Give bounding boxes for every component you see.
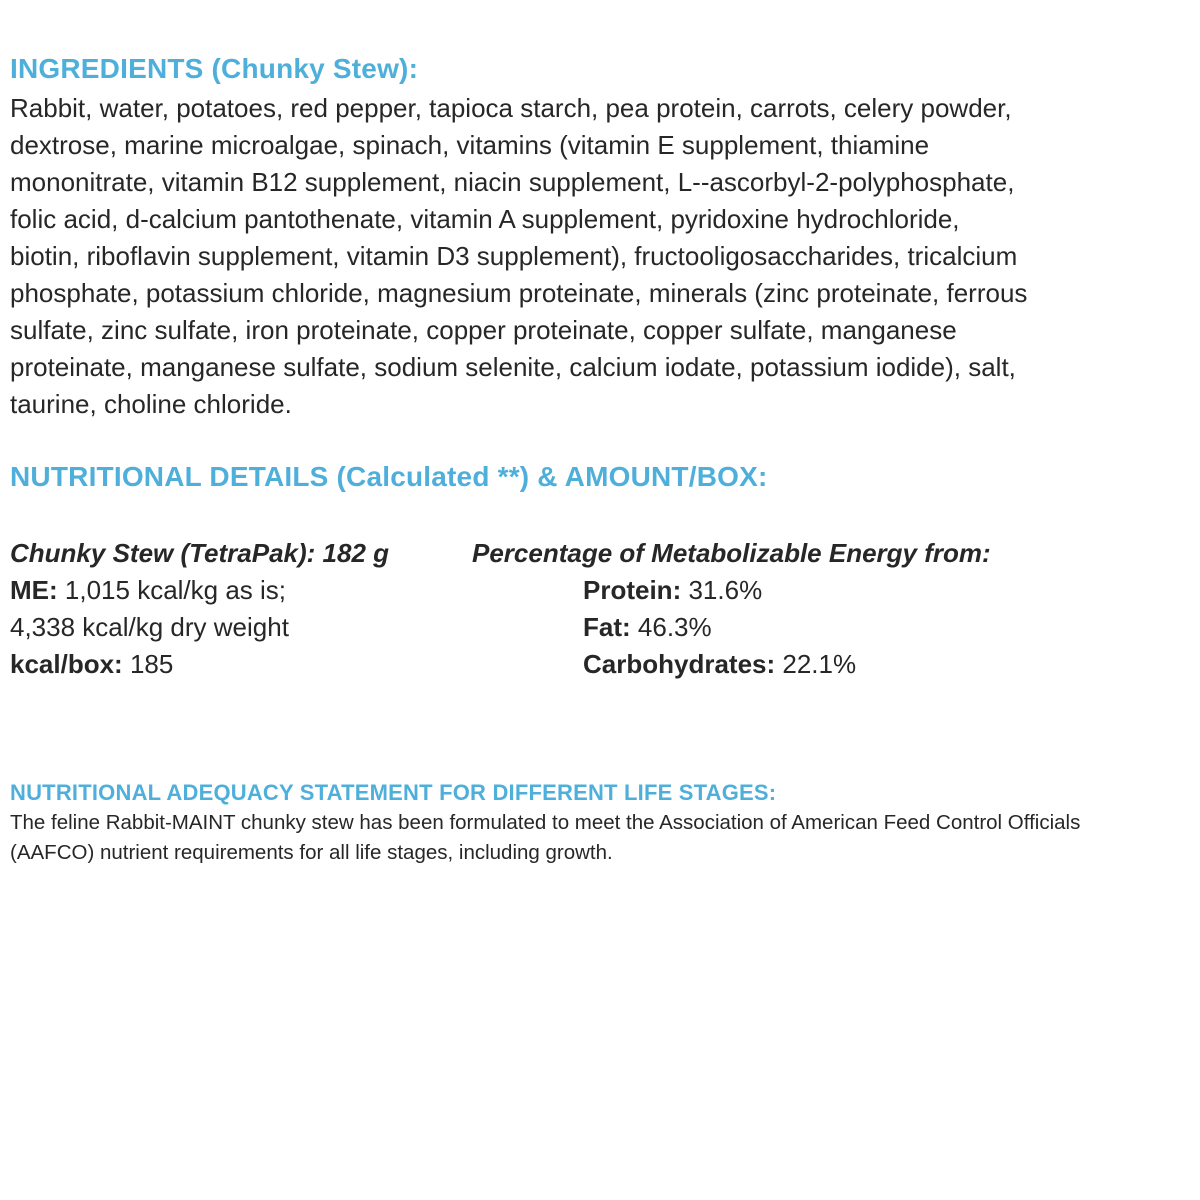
carbohydrates-value: 22.1% [782, 649, 857, 679]
adequacy-line-1: The feline Rabbit-MAINT chunky stew has been formulated to meet the Association of American Feed Control Officials [10, 811, 1081, 834]
adequacy-line-2: (AAFCO) nutrient requirements for all life stages, including growth. [10, 841, 613, 864]
me-label: ME: [10, 575, 58, 605]
energy-row-fat [583, 609, 712, 646]
ingredients-line-6: phosphate, potassium chloride, magnesium proteinate, minerals (zinc proteinate, ferrous [10, 278, 1028, 308]
ingredients-line-4: folic acid, d-calcium pantothenate, vitamin A supplement, pyridoxine hydrochloride, [10, 204, 960, 234]
kcal-box-label: kcal/box: [10, 649, 123, 679]
energy-title: Percentage of Metabolizable Energy from: [472, 538, 991, 568]
fat-label: Fat: [583, 612, 631, 642]
carbohydrates-label: Carbohydrates: [583, 649, 776, 679]
ingredients-line-1: Rabbit, water, potatoes, red pepper, tapioca starch, pea protein, carrots, celery powder, [10, 93, 1012, 123]
kcal-box-value: 185 [129, 649, 174, 679]
adequacy-heading: NUTRITIONAL ADEQUACY STATEMENT FOR DIFFERENT LIFE STAGES: [10, 780, 777, 805]
fat-value: 46.3% [637, 612, 712, 642]
energy-row-protein [583, 572, 762, 609]
me-row [10, 572, 286, 609]
ingredients-line-8: proteinate, manganese sulfate, sodium selenite, calcium iodate, potassium iodide), salt, [10, 352, 1016, 382]
dry-weight-row: 4,338 kcal/kg dry weight [10, 612, 289, 642]
ingredients-line-9: taurine, choline chloride. [10, 389, 292, 419]
ingredients-line-7: sulfate, zinc sulfate, iron proteinate, copper proteinate, copper sulfate, manganese [10, 315, 957, 345]
nutritional-details-heading: NUTRITIONAL DETAILS (Calculated **) & AMOUNT/BOX: [10, 461, 768, 492]
product-title: Chunky Stew (TetraPak): 182 g [10, 538, 390, 568]
ingredients-line-5: biotin, riboflavin supplement, vitamin D3 supplement), fructooligosaccharides, tricalcium [10, 241, 1018, 271]
ingredients-heading: INGREDIENTS (Chunky Stew): [10, 53, 419, 84]
ingredients-line-2: dextrose, marine microalgae, spinach, vitamins (vitamin E supplement, thiamine [10, 130, 930, 160]
kcal-box-row [10, 646, 173, 683]
protein-label: Protein: [583, 575, 682, 605]
protein-value: 31.6% [688, 575, 763, 605]
me-value: 1,015 kcal/kg as is; [64, 575, 287, 605]
energy-row-carbohydrates [583, 646, 856, 683]
ingredients-line-3: mononitrate, vitamin B12 supplement, niacin supplement, L--ascorbyl-2-polyphosphate, [10, 167, 1015, 197]
